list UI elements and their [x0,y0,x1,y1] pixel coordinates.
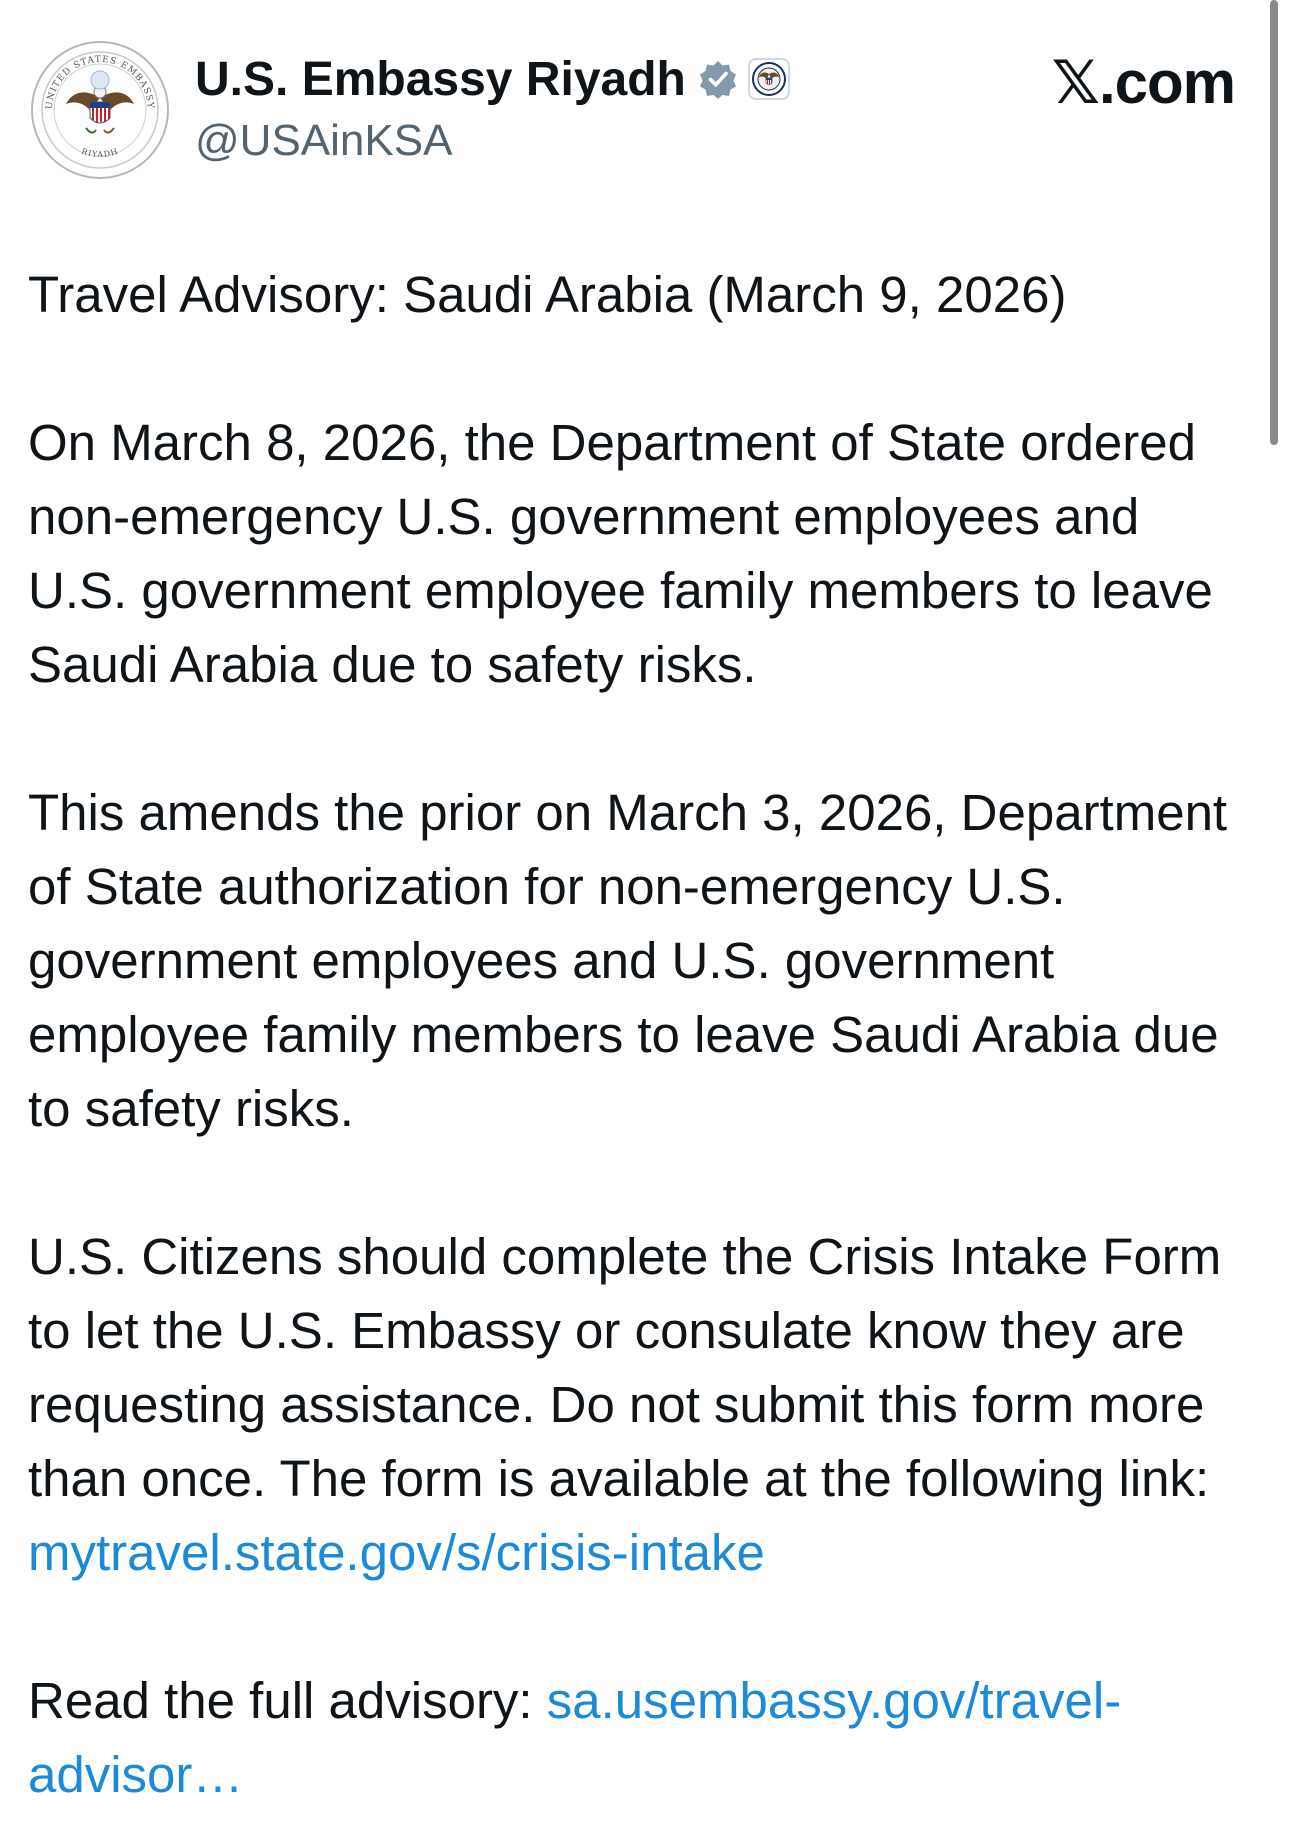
post-header [0,0,1290,200]
post-paragraph-3 [28,1220,1243,1590]
scrollbar[interactable] [1270,0,1278,445]
state-department-seal-icon [752,62,786,96]
post-text [28,258,1243,1812]
post-paragraph-2: This amends the prior on March 3, 2026, Department of State authorization for non-emergency U.S. government employees and U.S. government employee family members to leave Saudi Arabia due to safety risks. [28,784,1228,1137]
post-paragraph-4-text: Read the full advisory: [28,1672,547,1729]
verified-badge-icon[interactable] [698,59,738,99]
name-row [195,50,790,108]
paragraph-gap [28,1146,1243,1220]
site-brand: 𝕏.com [1051,49,1235,116]
display-name[interactable]: U.S. Embassy Riyadh [195,52,686,106]
post-paragraph-3-text: U.S. Citizens should complete the Crisis Intake Form to let the U.S. Embassy or consulate know they are requesting assistance. Do not submit this form more than once. The form is available at the following link: [28,1228,1222,1507]
handle[interactable]: @USAinKSA [195,116,453,165]
crisis-intake-link[interactable]: mytravel.state.gov/s/crisis-intake [28,1524,765,1581]
post-paragraph-1: On March 8, 2026, the Department of State ordered non-emergency U.S. government employees and U.S. government employee family members to leave Saudi Arabia due to safety risks. [28,414,1213,693]
avatar[interactable] [30,40,170,180]
paragraph-gap [28,702,1243,776]
paragraph-gap [28,332,1243,406]
paragraph-gap [28,1590,1243,1664]
post-paragraph-4 [28,1664,1243,1812]
post-identity [195,50,790,166]
post-title: Travel Advisory: Saudi Arabia (March 9, 2026) [28,266,1067,323]
travel-advisory-link[interactable]: sa.usembassy.gov/travel-advisor… [28,1672,1122,1803]
seal-top-text: UNITED STATES EMBASSY [44,54,156,110]
embassy-seal-icon [30,40,170,180]
affiliate-badge[interactable] [748,58,790,100]
seal-bottom-text: RIYADH [80,146,120,160]
